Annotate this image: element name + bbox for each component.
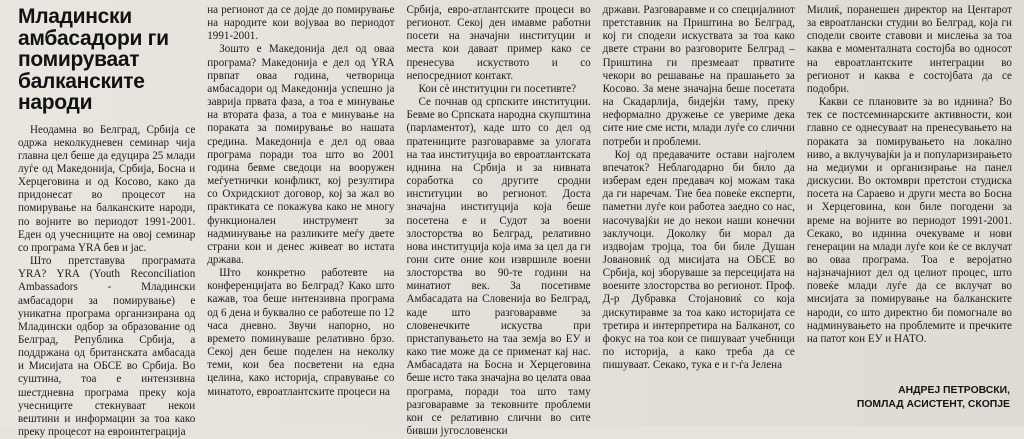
article-headline: Младински амбасадори ги помируваат балканските народи: [18, 5, 169, 114]
article-paragraph: Милиќ, поранешен директор на Центарот за евроатлански студии во Белград, која ги сподели своите ставови и мислења за тоа каква е моменталната состојба во односот на евроатлантските интеграции во регионот и каква е состојбата да се подобри.: [806, 4, 1012, 95]
article-column-4: [597, 4, 801, 426]
article-paragraph: Што претставува програмата YRA? YRA (Youth Reconciliation Ambassadors - Младински амбасадори за помирување) е уникатна програма организирана од Младински одбор за образование од Белград, Република Србија, а поддржана од британската амбасада и Мисијата на ОБСЕ во Србија. Во суштина, тоа е интензивна шестдневна програма преку која учесниците стекнуваат некои вештини и информации за тоа како преку процесот на евроинтеграција: [18, 255, 196, 439]
article-paragraph: Србија, евро-атлантските процеси во регионот. Секој ден имавме работни посети на значајни институции и места кои даваат пример како се пренесува искуството и со непосредниот контакт.: [406, 4, 591, 82]
article-paragraph: држави. Разговаравме и со специјалниот претставник на Приштина во Белград, кој ги сподели искуствата за тоа како двете страни во разговорите Белград – Приштина ги презмеаат прватите чекори во решавање на прашањето за Косово. За мене значајна беше посетата на Скадарлија, бидејќи таму, преку неформално дружење се увериме дека сите ние сме исти, млади луѓе со слични потреби и проблеми.: [602, 4, 795, 148]
article-paragraph: Кој од предавачите остави најголем впечаток? Неблагодарно би било да изберам еден предавач кој можам така да ги наречам. Тие беа повеќе експерти, паметни луѓе кои работеа заедно со нас, насочувајќи не до некои наши конечни заклучоци. Доколку би морал да издвојам тројца, тоа би биле Душан Јовановиќ од мисијата на ОБСЕ во Србија, кој зборуваше за персецијата на воените злосторства во регионот. Проф. Д-р Дубравка Стојановиќ со која дискутиравме за тоа како историјата се третира и интерпретира на Балканот, со фокус на тоа кои се пишуваат учебници по историја, а како треба да се пишуваат. Секако, тука е и г-ѓа Јелена: [602, 148, 795, 372]
interview-question: Кои сè институции ги посетивте?: [418, 82, 577, 95]
author-name: АНДРЕЈ ПЕТРОВСКИ,: [898, 385, 1010, 396]
article-paragraph: Неодамна во Белград, Србија се одржа неколкудневен семинар чија главна цел беше да едуцира 25 млади луѓе од Македонија, Србија, Босна и Херцеговина и од Косово, како да придонесат во процесот на помирување на балканските народи, по војните во периодот 1991-2001. Еден од учесниците на овој семинар со програма YRA бев и јас.: [18, 123, 196, 254]
article-column-3: [400, 4, 596, 437]
article-paragraph: Какви се плановите за во иднина? Во тек се постсеминарските активности, кои главно се однесуваат на пренесувањето на пораката за помирувањето на локално ниво, а вклучувајќи ја и популаризирањето на медиуми и организирање на панел дискусии. Во октомври претстои студиска посета на Сараево и други места во Босна и Херцеговина, кои биле погодени за време на војните во периодот 1991-2001. Секако, во иднина очекуваме и нови генерации на млади луѓе кои ќе се вклучат во оваа програма. Тоа е веројатно најзначајниот дел од целиот процес, што повеќе млади луѓе да се вклучат во мисијата за помирување на балканските народи, со што директно би помогнале во надминувањето на проблемите и пречките на патот кон ЕУ и НАТО.: [806, 96, 1012, 345]
article-paragraph: Се почнав од српските институции. Бевме во Српската народна скупштина (парламентот), каде што со дел од пратениците разговаравме за улогата на таа институција во евроатлантската иднина на Србија и за нивната соработка со другите сродни институции во регионот. Доста значајна институција која беше посетена е и Судот за воени злосторства во Белград, релативно нова институција која има за цел да ги гони сите оние кои извршиле воени злосторства во 90-те години на минатиот век. За посетивме Амбасадата на Словенија во Белград, каде што разговаравме за словенечките искуства при пристапувањето на таа земја во ЕУ и како тие може да се применат кај нас. Амбасадата на Босна и Херцеговина беше исто така значајна во целата оваа програма, поради тоа што таму разговаравме за тековните проблеми кои се релативно слични во сите бивши југословенски: [406, 96, 591, 437]
article-paragraph: на регионот да се дојде до помирување на народите кои војуваа во периодот 1991-2001.: [207, 4, 395, 43]
author-signature: [857, 384, 1010, 412]
article-paragraph: Зошто е Македонија дел од оваа програма? Македонија е дел од YRA првпат оваа година, четворица амбасадори од Македонија успешно ја заврија првата фаза, а тоа е минување на втората фаза, а тоа е минување на пораката за помирување во нашата средина. Македонија е дел од оваа програма поради тоа што во 2001 година бевме сведоци на вооружен меѓуетнички конфликт, кој резултира со Охридскиот договор, кој за жал во практиката се покажува како не многу функционален инструмент за надминување на разликите меѓу двете страни кои и денес живеат во истата држава.: [207, 43, 395, 266]
author-affiliation: ПОМЛАД АСИСТЕНТ, СКОПЈЕ: [856, 399, 1010, 410]
article-column-5: [801, 4, 1018, 426]
article-paragraph: Што конкретно работевте на конференцијата во Белград? Како што кажав, тоа беше интензивна програма од 6 дена и буквално се работеше по 12 часа дневно. Звучи напорно, но времето поминуваше релативно брзо. Секој ден беше поделен на неколку теми, кои беа посветени на една целина, како историја, справување со минатото, евроатлантските процеси на: [207, 267, 395, 398]
article-column-1: [10, 4, 201, 439]
article-column-2: [201, 4, 400, 426]
